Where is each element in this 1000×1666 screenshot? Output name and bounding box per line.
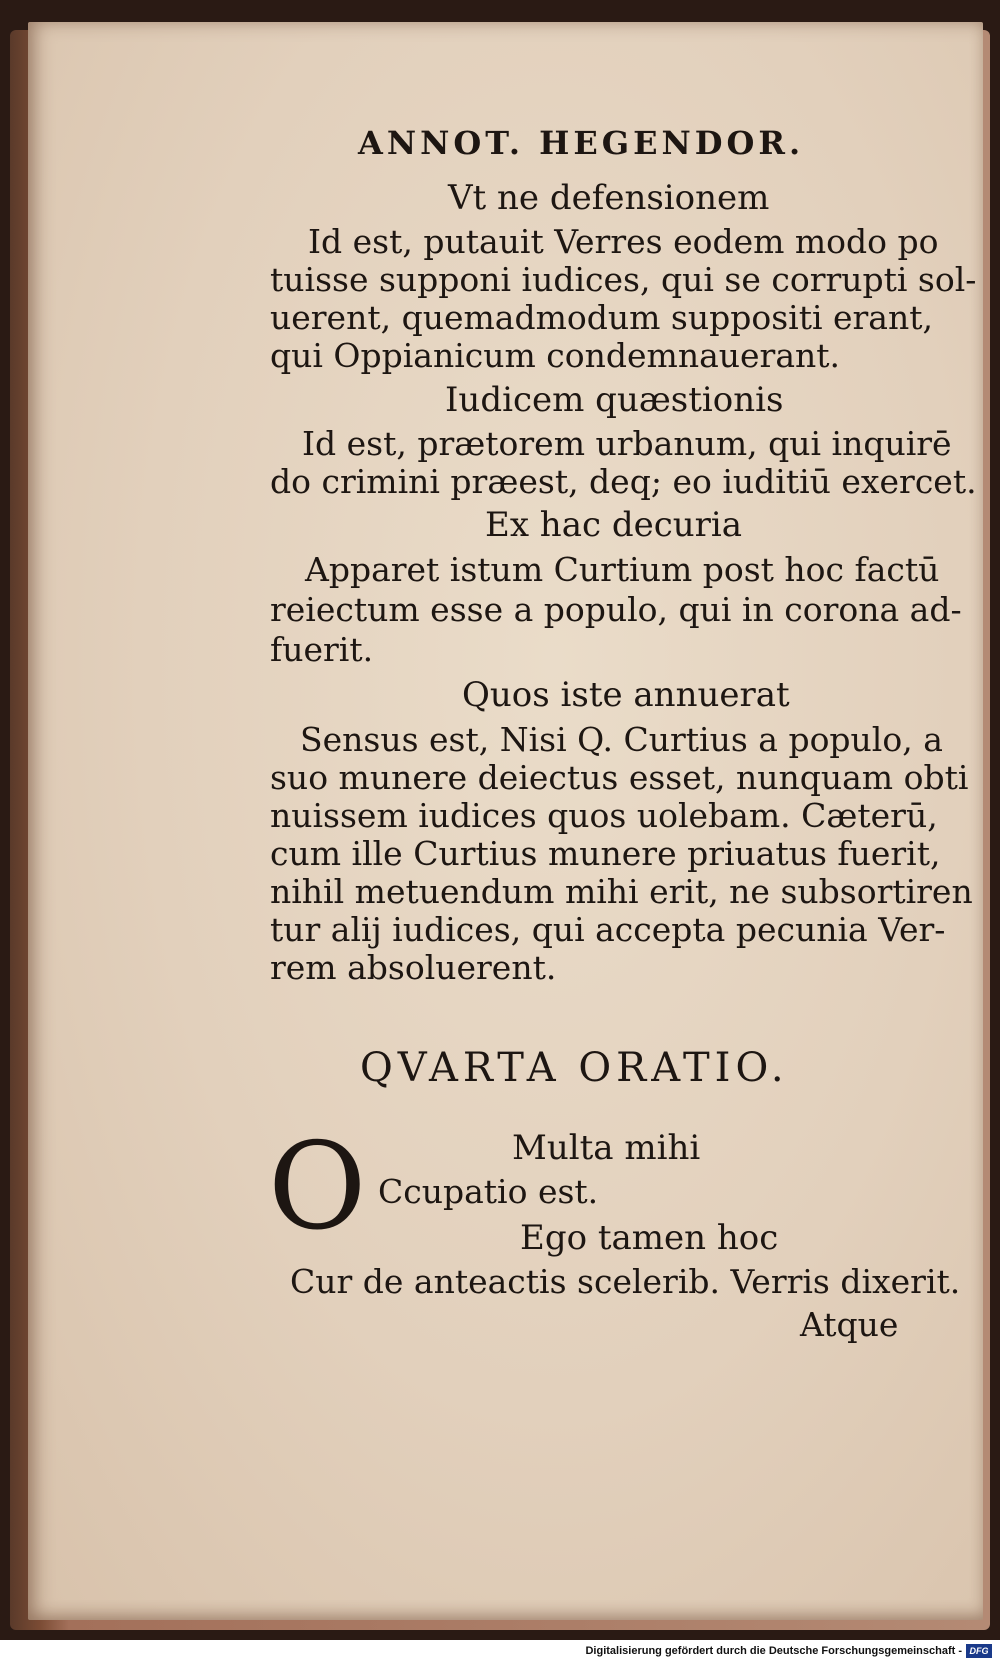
text-line: Apparet istum Curtium post hoc factū (305, 550, 940, 589)
text-line: Cur de anteactis scelerib. Verris dixerit. (290, 1262, 961, 1301)
text-line: Id est, prætorem urbanum, qui inquirē (302, 424, 952, 463)
section-heading: Vt ne defensionem (448, 178, 770, 218)
text-line: nihil metuendum mihi erit, ne subsortiren (270, 872, 973, 911)
text-line: qui Oppianicum condemnauerant. (270, 336, 840, 375)
section-heading: Quos iste annuerat (462, 675, 790, 715)
text-line: tuisse supponi iudices, qui se corrupti sol- (270, 260, 977, 299)
text-line: nuissem iudices quos uolebam. Cæterū, (270, 796, 938, 835)
dfg-logo: DFG (966, 1644, 992, 1658)
text-line: tur alij iudices, qui accepta pecunia Ver- (270, 910, 946, 949)
text-line: fuerit. (270, 630, 374, 669)
text-line: uerent, quemadmodum suppositi erant, (270, 298, 933, 337)
text-line: Sensus est, Nisi Q. Curtius a populo, a (300, 720, 943, 759)
text-line: cum ille Curtius munere priuatus fuerit, (270, 834, 941, 873)
text-line: suo munere deiectus esset, nunquam obti (270, 758, 969, 797)
text-line: reiectum esse a populo, qui in corona ad- (270, 590, 962, 629)
catchword: Atque (800, 1305, 899, 1344)
section-heading: Iudicem quæstionis (445, 380, 784, 420)
section-heading: Ex hac decuria (485, 505, 743, 545)
text-line: rem absoluerent. (270, 948, 557, 987)
oration-title: QVARTA ORATIO. (360, 1045, 789, 1091)
running-head: ANNOT. HEGENDOR. (358, 124, 805, 162)
oration-heading: Multa mihi (512, 1128, 701, 1168)
text-line: do crimini præest, deq; eo iuditiū exercet. (270, 462, 977, 501)
text-line: Ccupatio est. (378, 1172, 599, 1211)
digitization-footer (0, 1640, 1000, 1666)
decorated-initial: O (268, 1118, 367, 1257)
oration-heading: Ego tamen hoc (520, 1218, 779, 1258)
text-line: Id est, putauit Verres eodem modo po (308, 222, 939, 261)
footer-credit: Digitalisierung gefördert durch die Deutsche Forschungsgemeinschaft - (585, 1645, 962, 1657)
